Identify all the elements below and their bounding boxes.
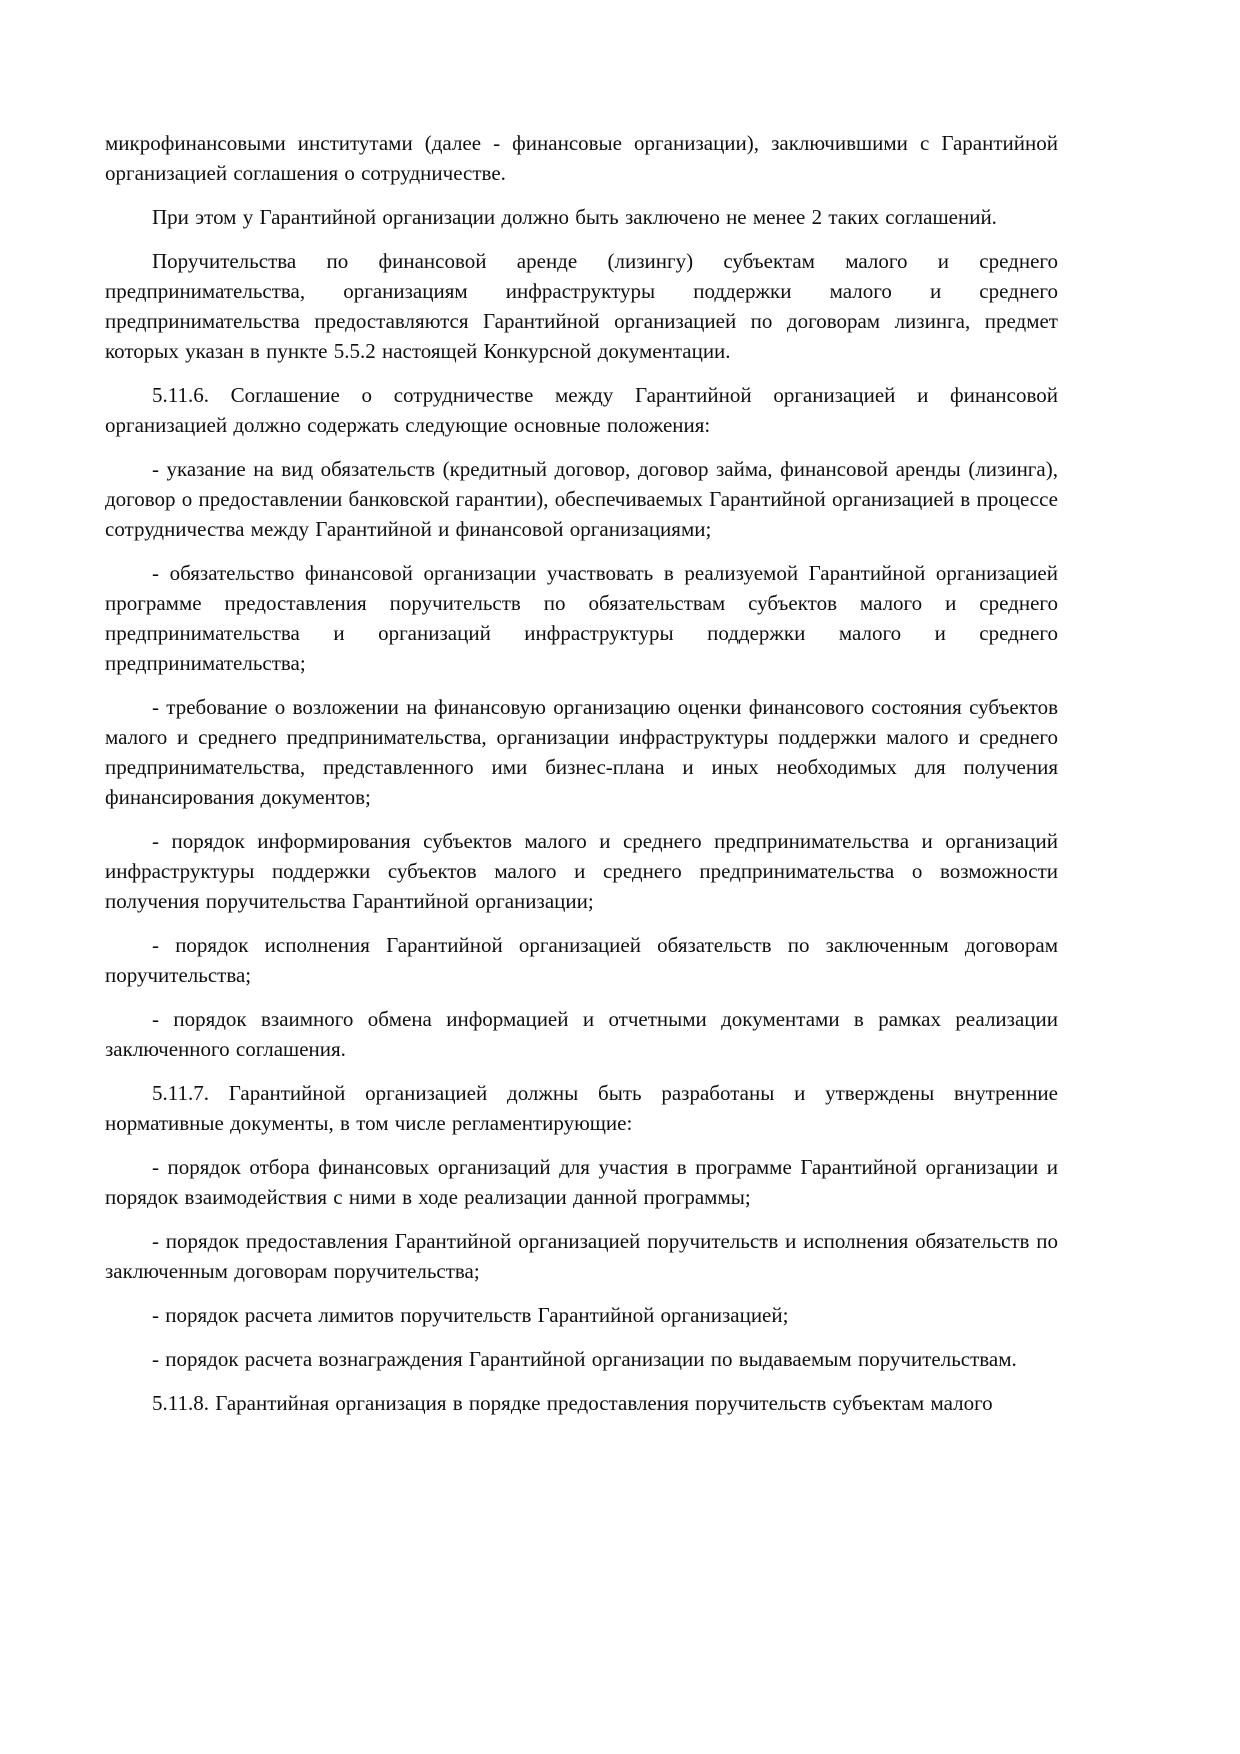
paragraph-list-item: - порядок исполнения Гарантийной организацией обязательств по заключенным договорам поручительства;	[105, 933, 1058, 987]
paragraph: микрофинансовыми институтами (далее - финансовые организации), заключившими с Гарантийной организацией соглашения о сотрудничестве.	[105, 131, 1058, 185]
paragraph-list-item: - обязательство финансовой организации участвовать в реализуемой Гарантийной организацией программе предоставления поручительств по обязательствам субъектов малого и среднего предпринимательства и организаций инфраструктуры поддержки малого и среднего предпринимательства;	[105, 561, 1058, 675]
paragraph-list-item: - порядок информирования субъектов малого и среднего предпринимательства и организаций инфраструктуры поддержки субъектов малого и среднего предпринимательства о возможности получения поручительства Гарантийной организации;	[105, 829, 1058, 913]
paragraph-list-item: - указание на вид обязательств (кредитный договор, договор займа, финансовой аренды (лизинга), договор о предоставлении банковской гарантии), обеспечиваемых Гарантийной организацией в процессе сотрудничества между Гарантийной и финансовой организациями;	[105, 457, 1059, 541]
paragraph-list-item: - порядок расчета вознаграждения Гарантийной организации по выдаваемым поручительствам.	[152, 1347, 1017, 1371]
paragraph: При этом у Гарантийной организации должно быть заключено не менее 2 таких соглашений.	[152, 205, 997, 229]
paragraph-list-item: - порядок предоставления Гарантийной организацией поручительств и исполнения обязательств по заключенным договорам поручительства;	[105, 1229, 1058, 1283]
paragraph-section-5-11-8: 5.11.8. Гарантийная организация в порядке предоставления поручительств субъектам малого	[152, 1391, 993, 1415]
paragraph-list-item: - порядок взаимного обмена информацией и отчетными документами в рамках реализации заключенного соглашения.	[105, 1007, 1058, 1061]
paragraph-section-5-11-6: 5.11.6. Соглашение о сотрудничестве между Гарантийной организацией и финансовой организацией должно содержать следующие основные положения:	[105, 383, 1058, 437]
paragraph-list-item: - требование о возложении на финансовую организацию оценки финансового состояния субъектов малого и среднего предпринимательства, организации инфраструктуры поддержки малого и среднего предпринимательства, представленного ими бизнес-плана и иных необходимых для получения финансирования документов;	[105, 695, 1058, 809]
paragraph: Поручительства по финансовой аренде (лизингу) субъектам малого и среднего предпринимательства, организациям инфраструктуры поддержки малого и среднего предпринимательства предоставляются Гарантийной организацией по договорам лизинга, предмет которых указан в пункте 5.5.2 настоящей Конкурсной документации.	[105, 249, 1058, 363]
paragraph-section-5-11-7: 5.11.7. Гарантийной организацией должны быть разработаны и утверждены внутренние нормативные документы, в том числе регламентирующие:	[105, 1081, 1058, 1135]
paragraph-list-item: - порядок расчета лимитов поручительств Гарантийной организацией;	[152, 1303, 789, 1327]
paragraph-list-item: - порядок отбора финансовых организаций для участия в программе Гарантийной организации и порядок взаимодействия с ними в ходе реализации данной программы;	[105, 1155, 1058, 1209]
